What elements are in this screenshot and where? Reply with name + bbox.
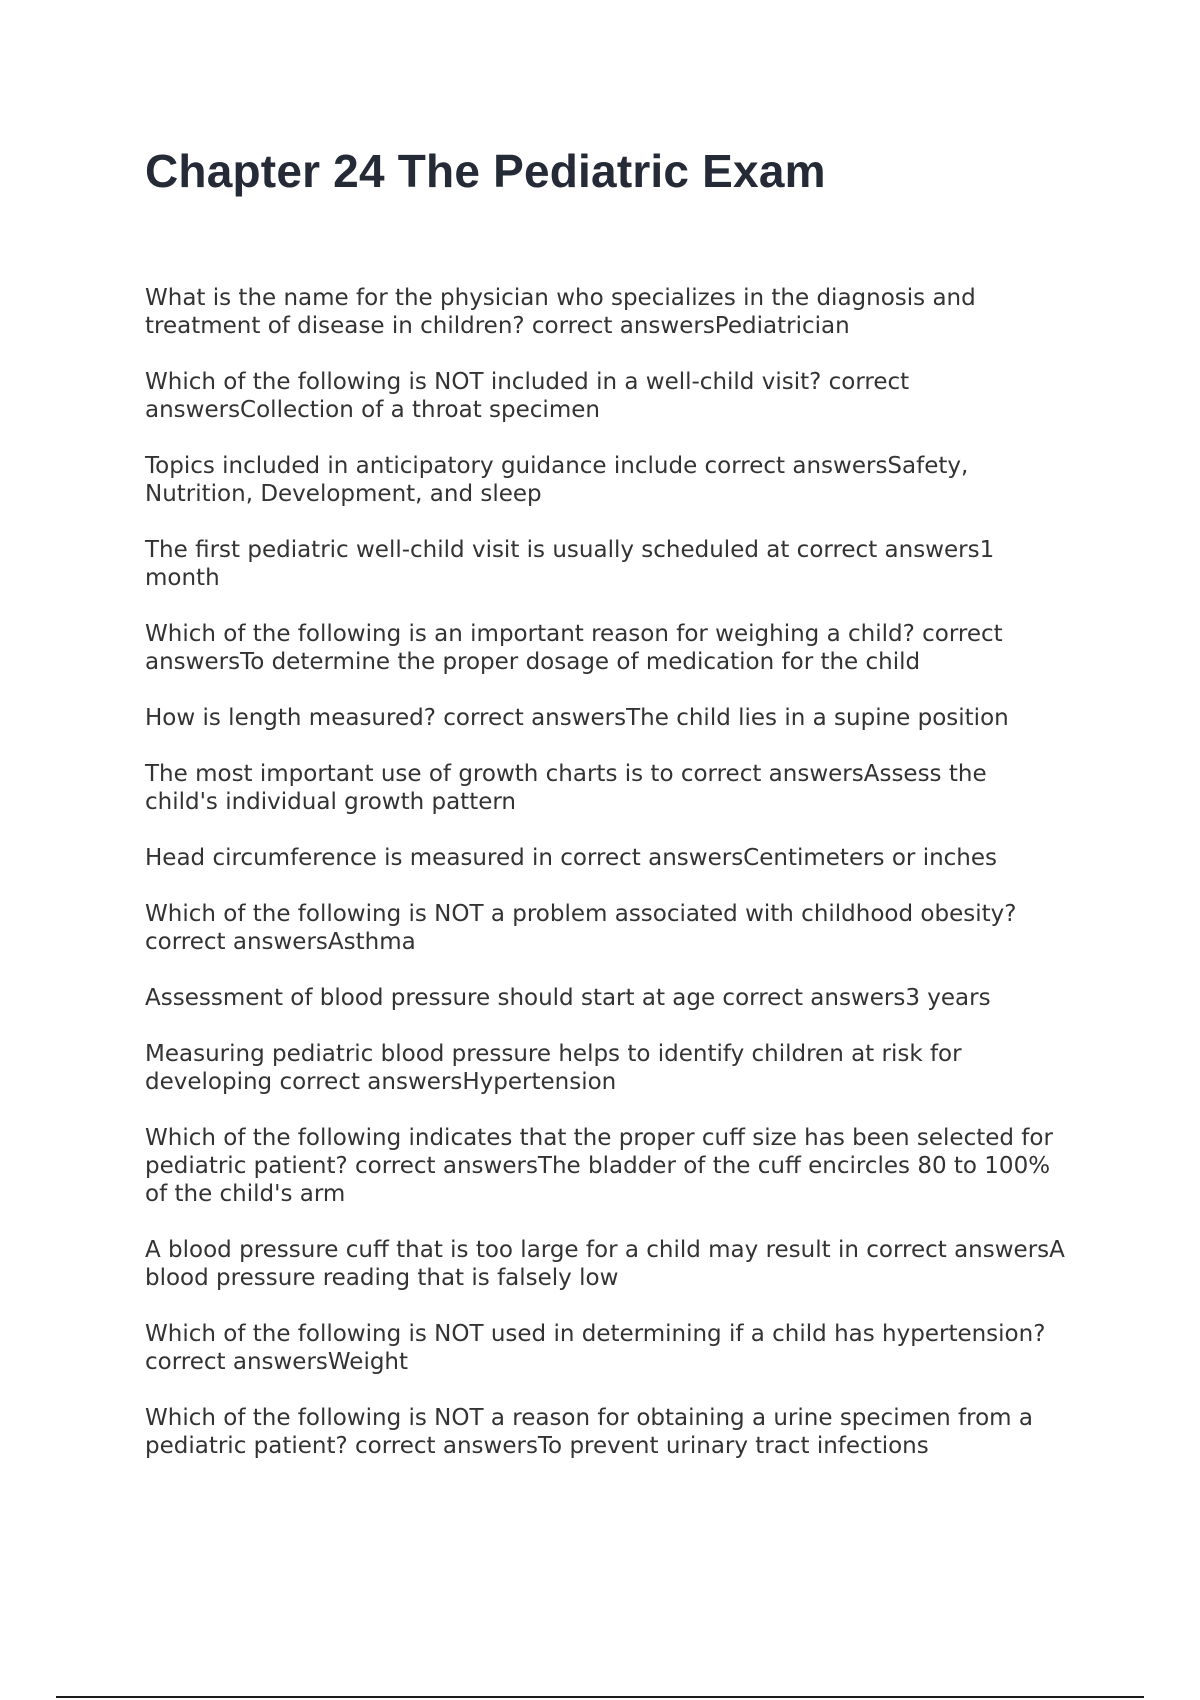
qa-item: A blood pressure cuff that is too large for a child may result in correct answersA blood pressure reading that is falsely low (145, 1237, 1065, 1291)
qa-item: The most important use of growth charts is to correct answersAssess the child's individual growth pattern (145, 761, 987, 815)
qa-item: Which of the following is NOT a reason for obtaining a urine specimen from a pediatric patient? correct answersTo prevent urinary tract infections (145, 1405, 1033, 1459)
page-title: Chapter 24 The Pediatric Exam (145, 145, 826, 197)
qa-item: Which of the following is NOT included in a well-child visit? correct answersCollection of a throat specimen (145, 369, 910, 423)
qa-list (145, 284, 1065, 1488)
qa-item: Measuring pediatric blood pressure helps to identify children at risk for developing correct answersHypertension (145, 1041, 962, 1095)
bottom-rule (56, 1696, 1144, 1698)
qa-item: Topics included in anticipatory guidance include correct answersSafety, Nutrition, Development, and sleep (145, 453, 969, 507)
qa-item: How is length measured? correct answersThe child lies in a supine position (145, 705, 1009, 731)
qa-item: Which of the following is NOT used in determining if a child has hypertension? correct answersWeight (145, 1321, 1046, 1375)
qa-item: Assessment of blood pressure should start at age correct answers3 years (145, 985, 991, 1011)
qa-item: Which of the following indicates that the proper cuff size has been selected for pediatric patient? correct answersThe bladder of the cuff encircles 80 to 100% of the child's arm (145, 1125, 1053, 1207)
qa-item: What is the name for the physician who specializes in the diagnosis and treatment of disease in children? correct answersPediatrician (145, 285, 976, 339)
qa-item: The first pediatric well-child visit is usually scheduled at correct answers1 month (145, 537, 995, 591)
qa-item: Head circumference is measured in correct answersCentimeters or inches (145, 845, 998, 871)
qa-item: Which of the following is an important reason for weighing a child? correct answersTo determine the proper dosage of medication for the child (145, 621, 1003, 675)
qa-item: Which of the following is NOT a problem associated with childhood obesity? correct answersAsthma (145, 901, 1017, 955)
